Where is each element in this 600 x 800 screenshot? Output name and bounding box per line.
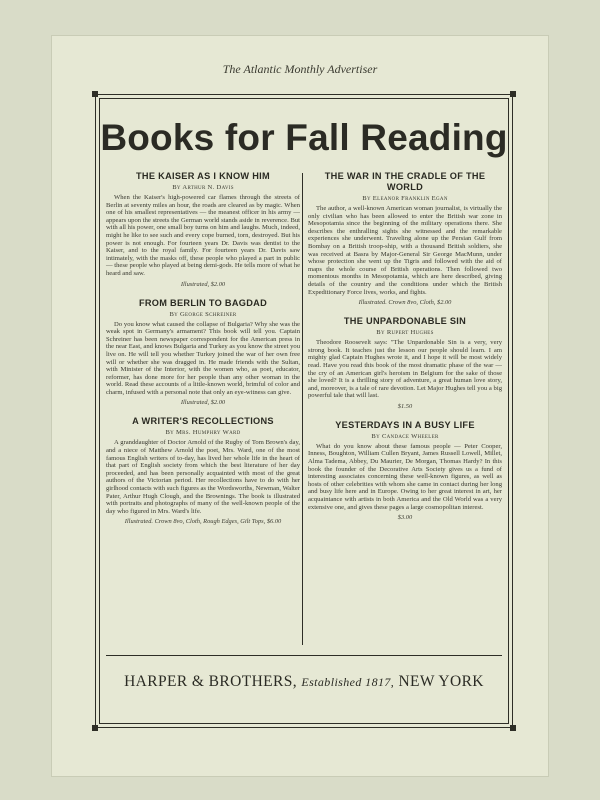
book-description: The author, a well-known American woman journalist, is virtually the only civilian who has been allowed to enter the British war zone in Mesopotamia since the beginning of the military operations there. She describes the enthralling sights she witnessed and the remarkable experiences she underwent. Traveling alone up the Persian Gulf from Bombay on a British troop-ship, with a thousand British soldiers, she was received at Basra by Major-General Sir George MacMunn, under whose protection she went up the Tigris and followed with the aid of maps the whole course of British operations. Then followed two momentous months in Mesopotamia, which are here described, giving details of the country and the conditions under which the British Expeditionary Force lives, works, and fights. (308, 205, 502, 296)
advertisement-page (52, 36, 548, 776)
book-price: Illustrated, $2.00 (180, 399, 226, 407)
book-title: A WRITER'S RECOLLECTIONS (132, 416, 274, 427)
book-price: Illustrated. Crown 8vo, Cloth, $2.00 (358, 299, 452, 307)
frame-corner-ornament (92, 91, 98, 97)
book-price: Illustrated, $2.00 (180, 280, 226, 288)
running-head: The Atlantic Monthly Advertiser (222, 62, 378, 76)
book-entry (106, 416, 300, 525)
book-entry (308, 420, 502, 521)
book-price: $1.50 (397, 402, 413, 410)
book-author: By Arthur N. Davis (172, 184, 234, 191)
publisher-imprint (96, 673, 512, 691)
book-title: THE WAR IN THE CRADLE OF THE WORLD (324, 171, 486, 192)
book-author: By Candace Wheeler (371, 432, 439, 440)
headline: Books for Fall Reading (100, 117, 508, 158)
book-author: By Rupert Hughes (376, 329, 434, 337)
right-column (308, 171, 502, 531)
left-column (106, 171, 300, 535)
book-title: YESTERDAYS IN A BUSY LIFE (335, 419, 475, 430)
book-description: Do you know what caused the collapse of Bulgaria? Why she was the weak spot in Germany's armament? This book will tell you. Captain Schreiner has been newspaper correspondent for the American press in the near East, and knows Bulgaria and Turkey as you know the street you live on. He will tell you whether Turkey joined the war of her own free will or whether she was dragged in. He made friends with the Sultan, with Minister of the Interior, with the women who, as poet, educator, reformer, has done more for her people than any other woman in the world. Read these accounts of a little-known world, brimful of color and charm, infused with a personal note that only an eye-witness can give. (106, 320, 300, 396)
publisher-established: Established 1817, (301, 675, 395, 689)
book-entry (308, 316, 502, 410)
book-entry (106, 171, 300, 288)
book-description: A granddaughter of Doctor Arnold of the Rugby of Tom Brown's day, and a niece of Matthew Arnold the poet, Mrs. Ward, one of the most famous English writers of to-day, has lived her whole life in the heart of that part of English society from which the best literature of her day proceeded, and has been personally acquainted with most of the great authors of the Victorian period. Her recollections have to do with her girlhood contacts with such figures as the Wordsworths, Newman, Walter Pater, Arthur Hugh Clough, and the Brownings. The book is illustrated with portraits and photographs of many of the well-known people of the day who figured in Mrs. Ward's life. (106, 439, 300, 515)
frame-corner-ornament (92, 725, 98, 731)
book-author: By George Schreiner (169, 310, 237, 318)
book-entry (308, 171, 502, 306)
book-entry (106, 298, 300, 407)
book-description: What do you know about these famous people — Peter Cooper, Inness, Boughton, William Cullen Bryant, James Russell Lowell, Millet, Alma Tadema, Abbey, Du Maurier, De Morgan, Thomas Hardy? In this book the founder of the Decorative Arts Society gives us a fund of interesting associates concerning these well-known figures, as well as hosts of other celebrities with whom she came in contact during her long and busy life here and in Europe. Owing to her great interest in art, her acquaintance with artists in both America and the Old World was a very extensive one, and gives these pages a large cosmopolitan interest. (308, 442, 502, 511)
book-price: $3.00 (397, 514, 413, 522)
column-divider (302, 173, 303, 645)
book-title: THE UNPARDONABLE SIN (343, 316, 467, 327)
book-author: By Mrs. Humphry Ward (165, 429, 241, 437)
book-description: Theodore Roosevelt says: "The Unpardonable Sin is a very, very strong book. It teaches just the lesson our people should learn. I am mighty glad Captain Hughes wrote it, and I hope it will be most widely read. Have you read this book of the most dramatic phase of the war — the cry of an American girl's heroism in Belgium for the sake of those she loved? It is a thrilling story of adventure, a great human love story, and, moreover, is a tale of rare devotion. Let Major Hughes tell you a big powerful tale that will last. (308, 339, 502, 400)
frame-corner-ornament (510, 91, 516, 97)
book-title: FROM BERLIN TO BAGDAD (138, 297, 268, 308)
book-description: When the Kaiser's high-powered car flames through the streets of Berlin at seventy miles an hour, the roads are cleared as by magic. When one of his smallest representatives — the meanest officer in his army — appears upon the streets the German world stands aside in reverence. But with all his power, one small boy turns on him and laughs. Much, indeed, might he like to see such and every cope burned, torn, destroyed. But his power is not enough. For fourteen years Dr. Davis was dentist to the Kaiser, and to the royal family. For fourteen years Dr. Davis saw intimately, with the masks off, these people who played a part in public — these people who played at being demi-gods. He tells more of what he heard and saw. (106, 194, 300, 277)
frame-corner-ornament (510, 725, 516, 731)
footer-divider (106, 655, 502, 656)
publisher-city: NEW YORK (398, 673, 484, 690)
book-author: By Eleanor Franklin Egan (362, 195, 448, 202)
publisher-name: HARPER & BROTHERS, (124, 673, 298, 690)
book-price: Illustrated. Crown 8vo, Cloth, Rough Edges, Gilt Tops, $6.00 (124, 518, 282, 526)
book-title: THE KAISER AS I KNOW HIM (136, 171, 270, 181)
ad-frame (95, 94, 513, 728)
